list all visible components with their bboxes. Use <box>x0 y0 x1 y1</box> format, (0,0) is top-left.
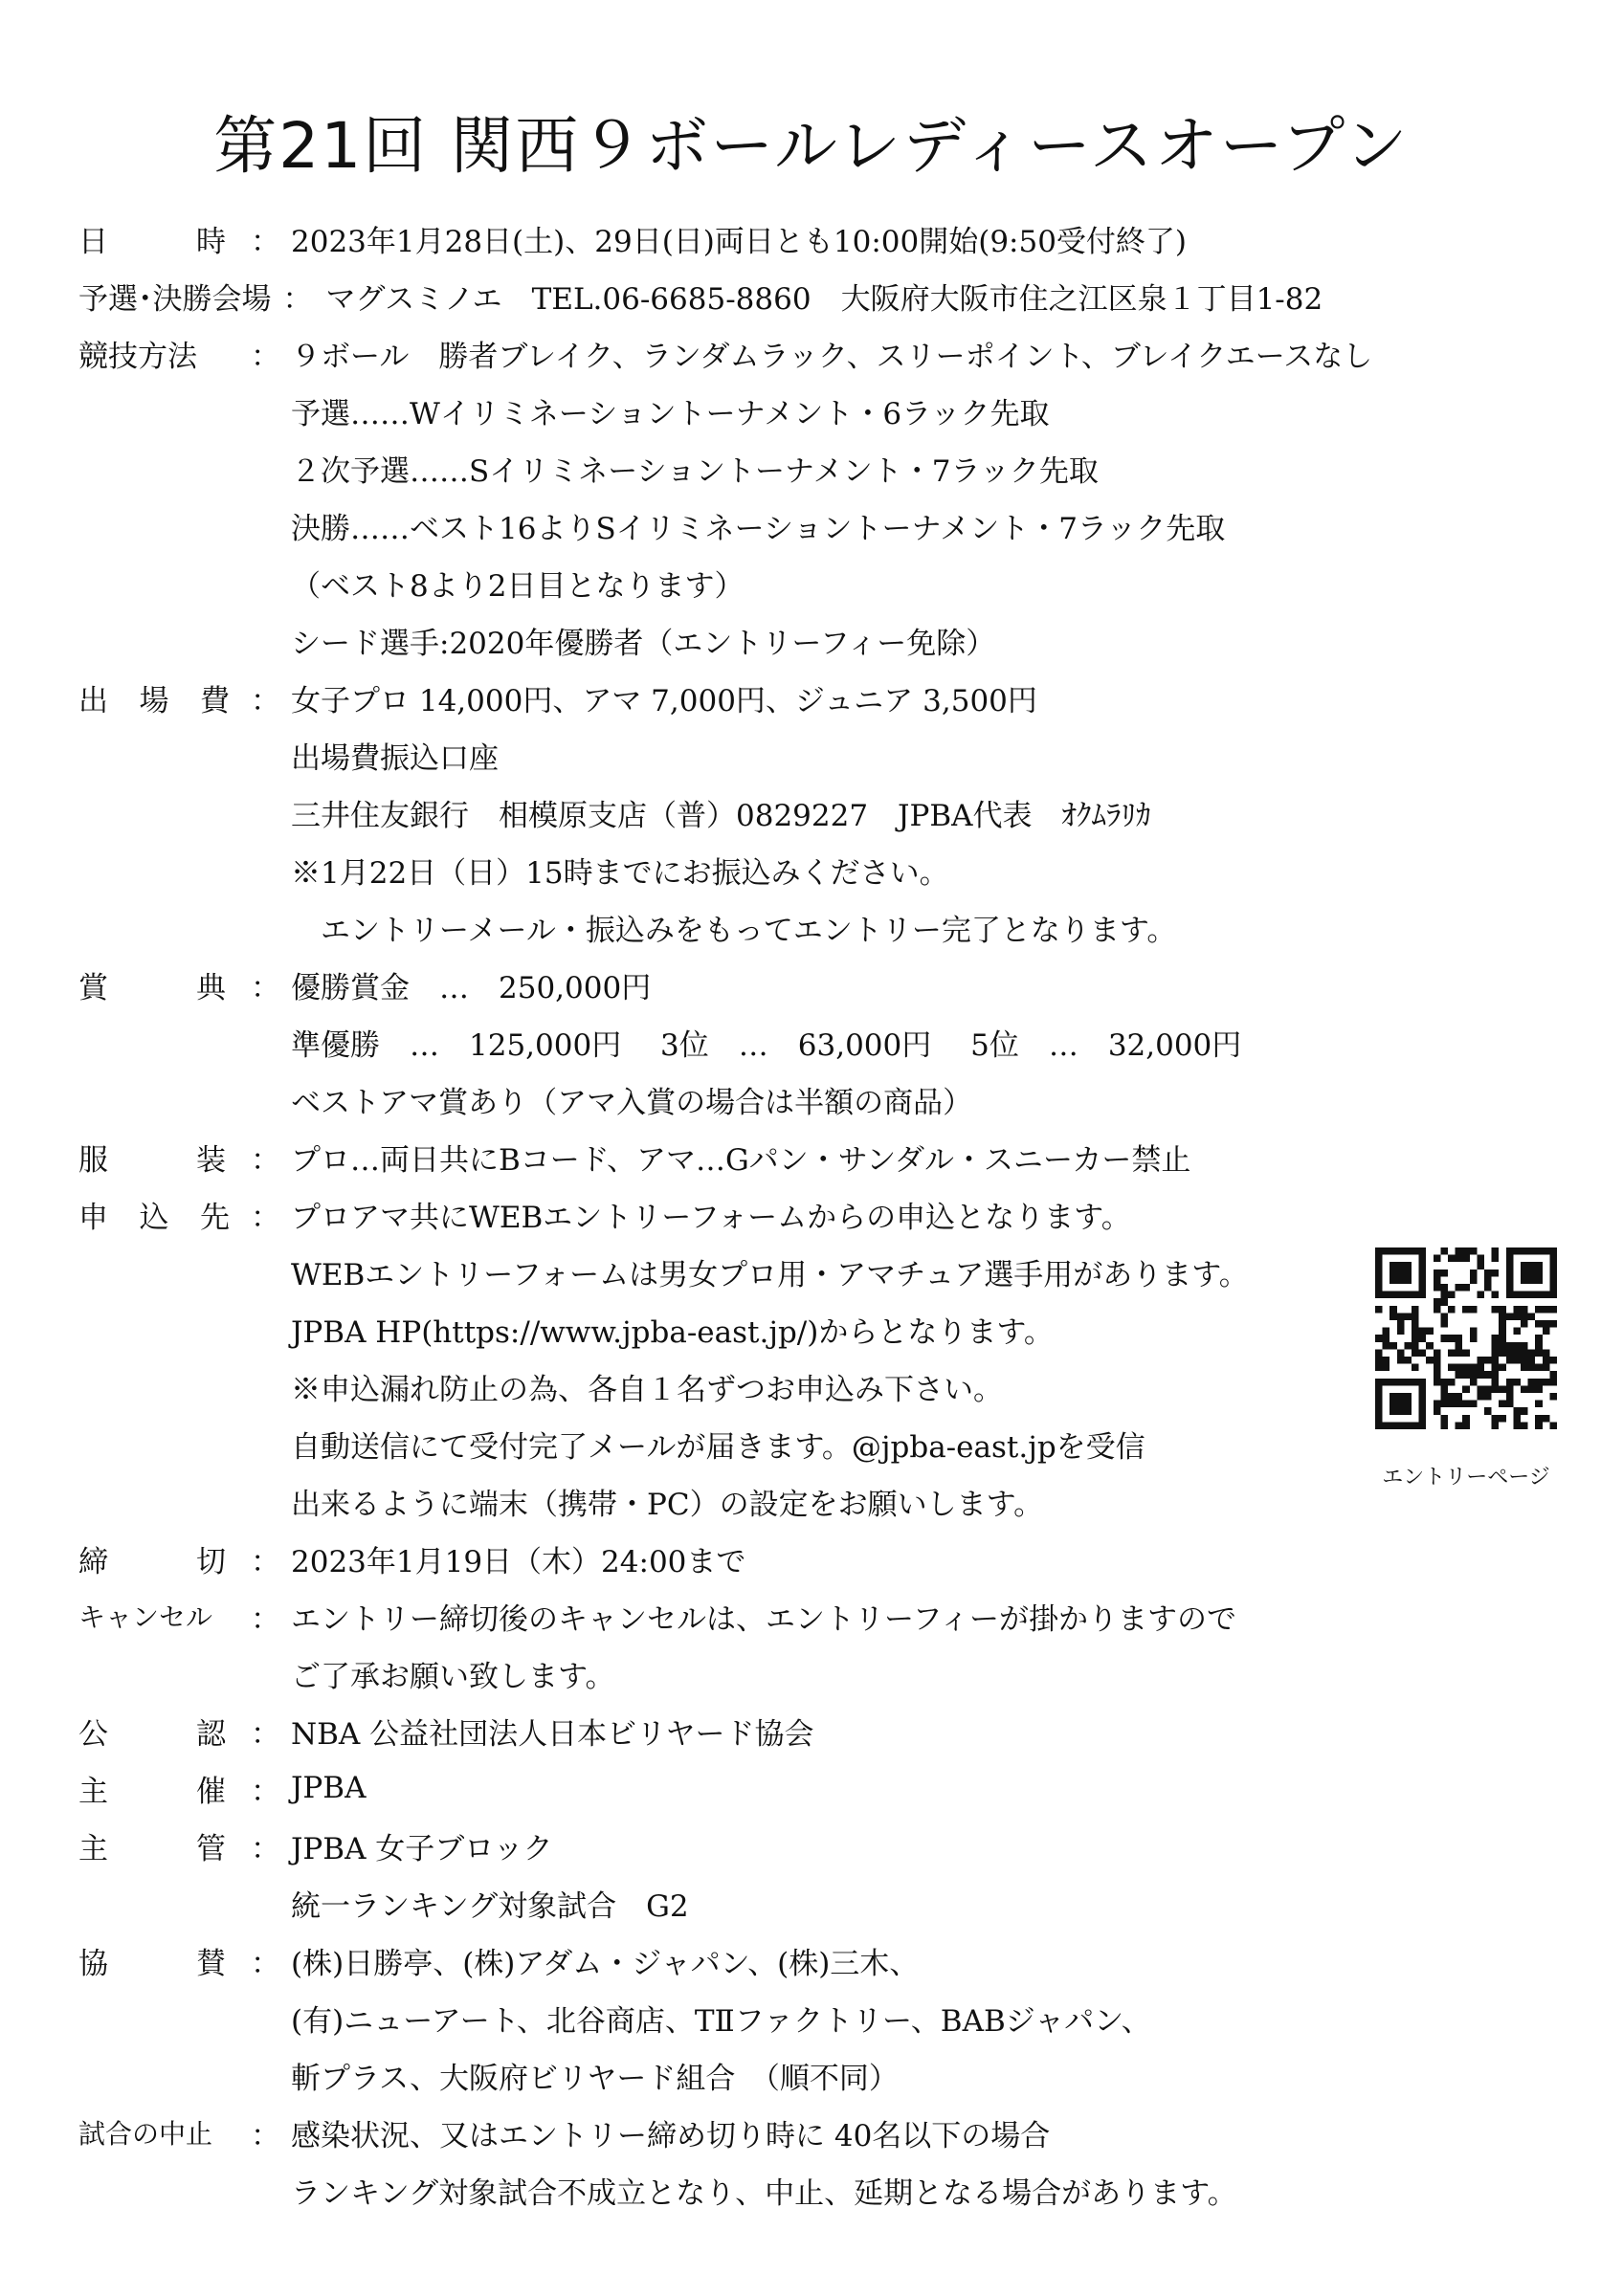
label-char: 協 <box>78 1946 108 1981</box>
row-label <box>78 1939 291 1982</box>
row-colon: ： <box>251 1142 280 1178</box>
row-value: 自動送信にて受付完了メールが届きます。@jpba-east.jpを受信 <box>291 1429 1145 1465</box>
info-row <box>78 2104 1372 2161</box>
label-char: 時 <box>196 224 226 259</box>
row-value: ２次予選……Sイリミネーショントーナメント・7ラック先取 <box>291 453 1099 489</box>
row-label-text <box>78 676 251 719</box>
row-label <box>78 2111 291 2154</box>
row-label-text <box>78 217 251 260</box>
row-value: 出場費振込口座 <box>291 740 499 776</box>
info-row-continuation <box>78 1071 1372 1128</box>
row-label-text <box>78 1537 251 1580</box>
row-colon: ： <box>251 970 280 1005</box>
row-label-text <box>78 1767 251 1810</box>
info-row <box>78 1817 1372 1874</box>
row-label <box>78 1193 291 1236</box>
row-value: 決勝……ベスト16よりSイリミネーショントーナメント・7ラック先取 <box>291 511 1226 546</box>
row-value: (有)ニューアート、北谷商店、TⅡファクトリー、BABジャパン、 <box>291 2003 1151 2039</box>
info-table <box>78 210 1372 2219</box>
label-char: 場 <box>139 683 169 718</box>
row-label-text <box>78 1824 251 1867</box>
info-row-continuation <box>78 726 1372 784</box>
row-value: ※1月22日（日）15時までにお振込みください。 <box>291 855 949 891</box>
info-row-continuation <box>78 497 1372 554</box>
row-value: ランキング対象試合不成立となり、中止、延期となる場合があります。 <box>291 2175 1237 2211</box>
row-value: 斬プラス、大阪府ビリヤード組合 （順不同） <box>291 2061 899 2096</box>
row-label <box>78 275 326 318</box>
row-label <box>78 332 291 375</box>
row-colon: ： <box>251 1716 280 1752</box>
info-row <box>78 1932 1372 1989</box>
row-label <box>78 1537 291 1580</box>
label-char: 賛 <box>196 1946 226 1981</box>
label-char: 日 <box>78 224 108 259</box>
label-char: 切 <box>196 1544 226 1579</box>
row-label <box>78 1595 291 1638</box>
info-row-continuation <box>78 1472 1372 1530</box>
row-label-text: キャンセル <box>78 1601 213 1633</box>
info-row-continuation <box>78 1243 1372 1300</box>
row-label-text: 競技方法 <box>78 339 197 374</box>
label-char: 管 <box>196 1831 226 1866</box>
row-label <box>78 1824 291 1867</box>
info-row <box>78 210 1372 267</box>
row-label <box>78 1710 291 1753</box>
row-colon: ： <box>251 1946 280 1981</box>
info-row-continuation <box>78 439 1372 497</box>
label-char: 申 <box>78 1200 108 1235</box>
info-row <box>78 1702 1372 1759</box>
row-value: JPBA 女子ブロック <box>291 1831 553 1866</box>
info-row-continuation <box>78 898 1372 956</box>
label-char: 催 <box>196 1774 226 1809</box>
row-colon: ： <box>282 281 313 317</box>
row-value: ※申込漏れ防止の為、各自１名ずつお申込み下さい。 <box>291 1372 1003 1407</box>
info-row <box>78 1185 1372 1243</box>
row-value: 2023年1月28日(土)、29日(日)両日とも10:00開始(9:50受付終了) <box>291 224 1188 259</box>
row-label-text <box>78 963 251 1006</box>
label-char: 主 <box>78 1831 108 1866</box>
row-colon: ： <box>251 2118 280 2153</box>
info-row <box>78 267 1372 324</box>
info-row-continuation <box>78 2161 1372 2219</box>
row-label <box>78 963 291 1006</box>
info-row-continuation <box>78 382 1372 439</box>
row-colon: ： <box>251 683 280 718</box>
label-char: 締 <box>78 1544 108 1579</box>
label-char: 先 <box>200 1200 230 1235</box>
info-row-continuation <box>78 841 1372 898</box>
info-row-continuation <box>78 554 1372 611</box>
info-row-continuation <box>78 784 1372 841</box>
qr-caption: エントリーページ <box>1382 1466 1550 1490</box>
label-char: 服 <box>78 1142 108 1178</box>
row-value: JPBA HP(https://www.jpba-east.jp/)からとなります。 <box>291 1314 1054 1350</box>
row-value: マグスミノエ TEL.06-6685-8860 大阪府大阪市住之江区泉１丁目1-82 <box>325 281 1323 317</box>
info-row <box>78 1587 1372 1645</box>
row-colon: ： <box>251 1544 280 1579</box>
info-row-continuation <box>78 2046 1372 2104</box>
info-row-continuation <box>78 1645 1372 1702</box>
info-row <box>78 956 1372 1013</box>
row-label-text: 試合の中止 <box>78 2118 213 2150</box>
row-colon: ： <box>251 1200 280 1235</box>
row-colon: ： <box>251 1774 280 1809</box>
info-row <box>78 1128 1372 1185</box>
row-label-text <box>78 1939 251 1982</box>
row-value: プロアマ共にWEBエントリーフォームからの申込となります。 <box>291 1200 1131 1235</box>
row-value: 出来るように端末（携帯・PC）の設定をお願いします。 <box>291 1487 1044 1522</box>
row-colon: ： <box>251 1831 280 1866</box>
row-value: 予選……Wイリミネーショントーナメント・6ラック先取 <box>291 396 1050 431</box>
row-colon: ： <box>251 1601 280 1637</box>
info-row-continuation <box>78 1013 1372 1071</box>
info-row <box>78 324 1372 382</box>
label-char: 装 <box>196 1142 226 1178</box>
row-label-text <box>78 1136 251 1179</box>
label-char: 主 <box>78 1774 108 1809</box>
row-value: 女子プロ 14,000円、アマ 7,000円、ジュニア 3,500円 <box>291 683 1037 718</box>
label-char: 認 <box>196 1716 226 1752</box>
row-value: ベストアマ賞あり（アマ入賞の場合は半額の商品） <box>291 1085 973 1120</box>
info-row-continuation <box>78 611 1372 669</box>
row-value: (株)日勝亭、(株)アダム・ジャパン、(株)三木、 <box>291 1946 920 1981</box>
row-value: プロ…両日共にBコード、アマ…Gパン・サンダル・スニーカー禁止 <box>291 1142 1191 1178</box>
row-value: ９ボール 勝者ブレイク、ランダムラック、スリーポイント、ブレイクエースなし <box>291 339 1373 374</box>
row-value: 優勝賞金 … 250,000円 <box>291 970 652 1005</box>
row-label-text <box>78 1193 251 1236</box>
row-value: 準優勝 … 125,000円 3位 … 63,000円 5位 … 32,000円 <box>291 1027 1242 1063</box>
info-row-continuation <box>78 1300 1372 1358</box>
page-title: 第21回 関西９ボールレディースオープン <box>213 109 1410 183</box>
row-value: NBA 公益社団法人日本ビリヤード協会 <box>291 1716 814 1752</box>
info-row <box>78 669 1372 726</box>
row-colon: ： <box>251 339 280 374</box>
info-row-continuation <box>78 1874 1372 1932</box>
row-value: シード選手:2020年優勝者（エントリーフィー免除） <box>291 626 996 661</box>
info-row-continuation <box>78 1358 1372 1415</box>
row-value: エントリーメール・振込みをもってエントリー完了となります。 <box>291 913 1177 948</box>
label-char: 費 <box>200 683 230 718</box>
row-label <box>78 676 291 719</box>
row-value: （ベスト8より2日目となります） <box>291 568 745 604</box>
info-row <box>78 1759 1372 1817</box>
qr-code-icon[interactable] <box>1375 1247 1557 1429</box>
info-row-continuation <box>78 1415 1372 1472</box>
row-value: 統一ランキング対象試合 G2 <box>291 1888 689 1924</box>
row-value: エントリー締切後のキャンセルは、エントリーフィーが掛かりますので <box>291 1601 1236 1637</box>
label-char: 賞 <box>78 970 108 1005</box>
row-label <box>78 1136 291 1179</box>
row-label-text <box>78 1710 251 1753</box>
label-char: 典 <box>196 970 226 1005</box>
row-colon: ： <box>251 224 280 259</box>
row-value: WEBエントリーフォームは男女プロ用・アマチュア選手用があります。 <box>291 1257 1249 1292</box>
info-row <box>78 1530 1372 1587</box>
row-value: 2023年1月19日（木）24:00まで <box>291 1544 746 1579</box>
row-label-text: 予選･決勝会場 <box>78 281 272 317</box>
row-value: 三井住友銀行 相模原支店（普）0829227 JPBA代表 ｵｸﾑﾗﾘｶ <box>291 798 1151 833</box>
row-value: JPBA <box>291 1771 367 1805</box>
info-row-continuation <box>78 1989 1372 2046</box>
row-label <box>78 217 291 260</box>
row-value: 感染状況、又はエントリー締め切り時に 40名以下の場合 <box>291 2118 1051 2153</box>
label-char: 出 <box>78 683 108 718</box>
row-label <box>78 1767 291 1810</box>
label-char: 込 <box>139 1200 169 1235</box>
row-value: ご了承お願い致します。 <box>291 1659 615 1694</box>
label-char: 公 <box>78 1716 108 1752</box>
